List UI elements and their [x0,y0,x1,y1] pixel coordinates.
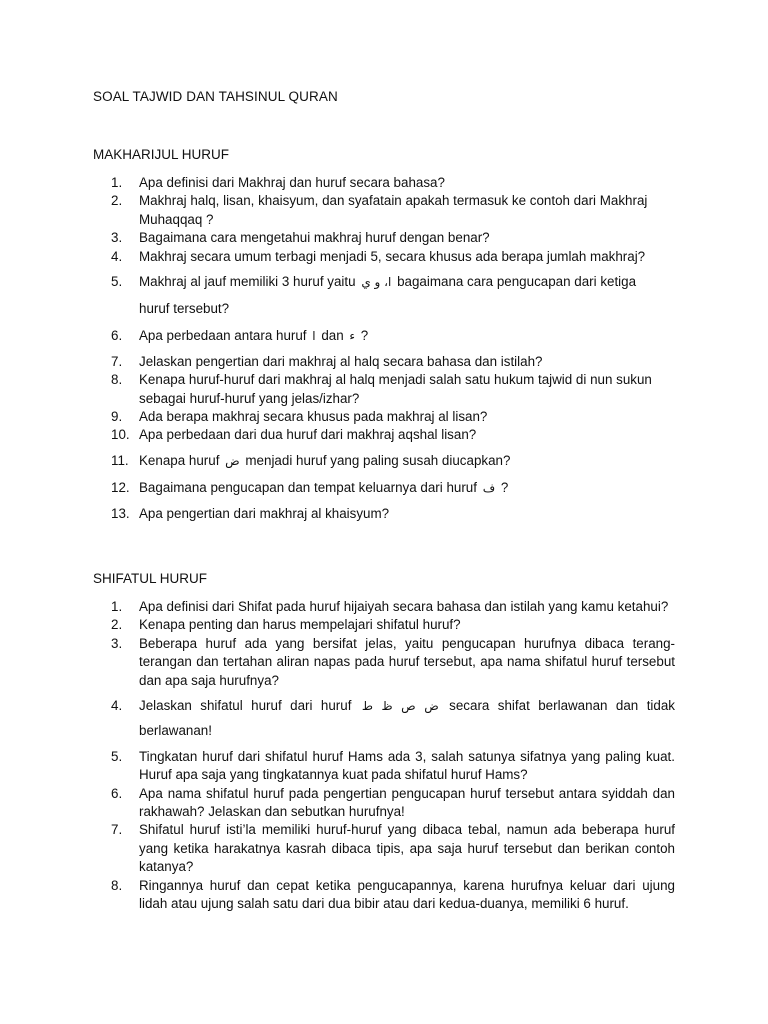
question-text-part: Bagaimana pengucapan dan tempat keluarnya dari huruf [139,480,477,496]
question-number: 2. [111,193,123,209]
question-text-part: huruf tersebut? [139,301,230,317]
question-number: 13. [111,505,130,521]
section-heading-shifatul: SHIFATUL HURUF [93,571,208,586]
question-item [93,353,675,371]
section-heading-makharijul: MAKHARIJUL HURUF [93,147,230,162]
arabic-letter: ض [225,453,240,468]
question-text-part: ? [500,480,509,496]
question-text [139,479,675,497]
question-item [93,785,675,822]
question-text: Beberapa huruf ada yang bersifat jelas, yaitu pengucapan hurufnya dibaca terang-terangan dan tertahan aliran napas pada huruf tersebut, apa nama shifatul huruf tersebut dan apa saja hurufnya? [139,635,675,688]
question-text: Apa perbedaan dari dua huruf dari makhraj aqshal lisan? [139,427,477,443]
question-number: 9. [111,409,123,425]
question-text-part: berlawanan! [139,723,212,739]
question-number: 10. [111,427,130,443]
question-number: 1. [111,175,123,190]
question-text: Shifatul huruf isti’la memiliki huruf-huruf yang dibaca tebal, namun ada beberapa huruf yang ketika harakatnya kasrah dibaca tipis, apa saja huruf tersebut dan berikan contoh katanya? [139,822,675,875]
question-text: Apa definisi dari Makhraj dan huruf secara bahasa? [139,175,445,190]
question-number: 7. [111,822,123,838]
arabic-letter: ا [312,329,316,344]
question-item [93,616,675,634]
question-item [93,697,675,741]
makharijul-question-list [93,174,675,523]
question-text: Apa nama shifatul huruf pada pengertian pengucapan huruf tersebut antara syiddah dan rakhawah? Jelaskan dan sebutkan hurufnya! [139,785,675,820]
question-text: Ringannya huruf dan cepat ketika pengucapannya, karena hurufnya keluar dari ujung lidah atau ujung salah satu dari dua bibir atau dari kedua-duanya, memiliki 6 huruf. [139,877,675,912]
question-number: 8. [111,372,123,388]
question-text: Tingkatan huruf dari shifatul huruf Hams ada 3, salah satunya sifatnya yang paling kuat. Huruf apa saja yang tingkatannya kuat pada shifatul huruf Hams? [139,748,675,783]
question-text: Kenapa huruf-huruf dari makhraj al halq menjadi salah satu hukum tajwid di nun sukun sebagai huruf-huruf yang jelas/izhar? [139,372,652,406]
question-number: 6. [111,328,123,344]
question-text-part: bagaimana cara pengucapan dari ketiga [397,274,637,290]
question-number: 5. [111,274,123,290]
question-text-part: Apa perbedaan antara huruf [139,328,307,344]
question-text: Apa definisi dari Shifat pada huruf hijaiyah secara bahasa dan istilah yang kamu ketahui? [139,599,669,614]
question-item [93,408,675,426]
question-text: Bagaimana cara mengetahui makhraj huruf dengan benar? [139,230,490,246]
question-item [93,505,675,523]
question-text-part: Kenapa huruf [139,452,220,468]
question-text: Apa pengertian dari makhraj al khaisyum? [139,505,390,521]
question-item [93,229,675,247]
question-item [93,174,675,192]
question-number: 4. [111,698,123,714]
arabic-letters: ا، و ي [361,275,392,290]
question-text-part: secara shifat berlawanan dan tidak [449,698,675,714]
question-number: 4. [111,248,123,264]
question-text-part: Jelaskan shifatul huruf dari huruf [139,698,352,714]
question-number: 6. [111,785,123,801]
question-item [93,371,675,408]
question-number: 8. [111,877,123,893]
question-item [93,273,675,320]
question-number: 2. [111,617,123,633]
question-number: 7. [111,353,123,369]
question-text [139,273,675,320]
question-item [93,426,675,444]
question-number: 3. [111,635,123,651]
question-number: 5. [111,748,123,764]
question-item [93,452,675,470]
question-text: Kenapa penting dan harus mempelajari shifatul huruf? [139,617,461,633]
question-text: Jelaskan pengertian dari makhraj al halq secara bahasa dan istilah? [139,353,543,369]
question-item [93,327,675,345]
question-text-part: Makhraj al jauf memiliki 3 huruf yaitu [139,274,356,290]
question-item [93,479,675,497]
arabic-letters: ض ص ظ ط [361,699,439,714]
question-text-part: ? [360,328,369,344]
question-item [93,877,675,914]
question-item [93,748,675,785]
question-text-part: menjadi huruf yang paling susah diucapkan? [245,452,511,468]
question-text: Ada berapa makhraj secara khusus pada makhraj al lisan? [139,409,488,425]
question-text [139,697,675,741]
question-number: 11. [111,452,129,468]
shifatul-question-list [93,598,675,914]
question-item [93,635,675,690]
question-text [139,327,675,345]
question-number: 12. [111,480,130,496]
question-item [93,821,675,876]
question-number: 1. [111,599,123,614]
document-title: SOAL TAJWID DAN TAHSINUL QURAN [93,89,338,104]
question-text: Makhraj secara umum terbagi menjadi 5, secara khusus ada berapa jumlah makhraj? [139,248,646,264]
question-text [139,452,675,470]
question-item [93,248,675,266]
arabic-letter: ء [349,329,356,344]
question-number: 3. [111,230,123,246]
question-item [93,598,675,616]
question-text: Makhraj halq, lisan, khaisyum, dan syafatain apakah termasuk ke contoh dari Makhraj Muhaqqaq ? [139,193,648,227]
question-text-part: dan [321,328,344,344]
question-item [93,192,675,229]
arabic-letter: ف [482,481,496,496]
